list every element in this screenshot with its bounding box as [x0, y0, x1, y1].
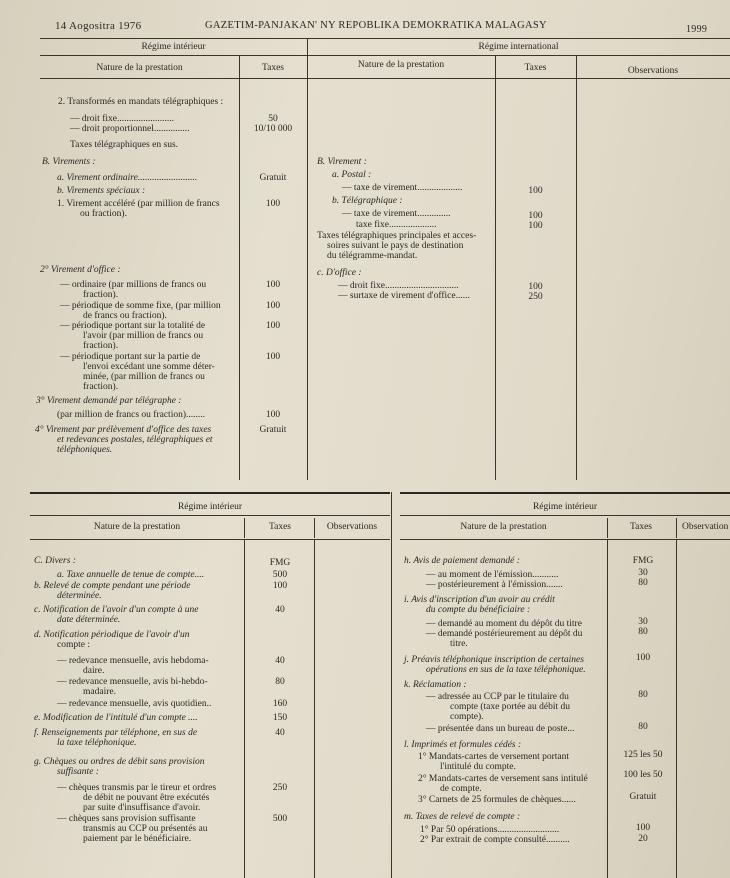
item-text: — redevance mensuelle, avis quotidien..: [57, 699, 212, 709]
section-heading: B. Virements :: [42, 157, 96, 167]
tax-value: 40: [275, 656, 285, 666]
item-text: soires suivant le pays de destination: [327, 241, 464, 251]
column-divider: [244, 540, 245, 878]
item-text: — périodique de somme fixe, (par million: [60, 301, 221, 311]
section-heading: 4° Virement par prélèvement d'office des taxes: [35, 425, 212, 435]
item-text: b. Télégraphique :: [332, 196, 403, 206]
item-text: — présentée dans un bureau de poste...: [426, 724, 575, 734]
item-text: suffisante :: [57, 767, 99, 777]
item-text: daire.: [83, 666, 105, 676]
tax-value: 80: [638, 578, 648, 588]
item-text: de compte.: [440, 784, 482, 794]
item-text: — périodique portant sur la totalité de: [60, 321, 206, 331]
item-text: Taxes télégraphiques principales et acces-: [317, 231, 477, 241]
tax-value: 100: [265, 352, 281, 362]
currency-label: FMG: [632, 556, 654, 566]
section-heading: 3° Virement demandé par télégraphe :: [36, 396, 182, 406]
rule: [400, 492, 730, 494]
tax-value: 100: [272, 581, 288, 591]
tax-value: 100: [635, 653, 651, 663]
item-text: téléphoniques.: [57, 445, 113, 455]
section-heading: 2° Virement d'office :: [40, 265, 121, 275]
item-text: — droit fixe...............................: [338, 281, 459, 291]
col-observations: Observation: [682, 522, 729, 532]
column-divider: [244, 518, 245, 538]
item-text: l'avoir (par million de francs ou: [83, 331, 204, 341]
col-observations: Observations: [326, 522, 378, 532]
col-nature-left: Nature de la prestation: [96, 63, 183, 73]
item-text: fraction).: [83, 382, 119, 392]
item-text: transmis au CCP ou présentés au: [83, 824, 208, 834]
tax-value: 500: [272, 814, 288, 824]
item-text: 1. Virement accéléré (par million de francs: [57, 199, 220, 209]
page-divider: [391, 492, 392, 878]
item-text: b. Virements spéciaux :: [57, 186, 146, 196]
item-text: a. Taxe annuelle de tenue de compte....: [57, 570, 205, 580]
column-divider: [607, 518, 608, 538]
tax-value: 100: [265, 410, 281, 420]
regime-interieur-header: Régime intérieur: [532, 502, 598, 512]
tax-value: 20: [638, 834, 648, 844]
item-text: de francs ou fraction).: [83, 311, 167, 321]
item-text: 2. Transformés en mandats télégraphiques :: [58, 97, 224, 107]
item-text: i. Avis d'inscription d'un avoir au crédit: [404, 595, 555, 605]
rule: [40, 55, 730, 56]
tax-value: Gratuit: [259, 173, 287, 183]
item-text: 2° Mandats-cartes de versement sans intitulé: [418, 774, 588, 784]
tax-value: 80: [275, 677, 285, 687]
item-text: — ordinaire (par millions de francs ou: [60, 280, 207, 290]
item-text: l'intitulé du compte.: [440, 762, 516, 772]
tax-value: 160: [272, 699, 288, 709]
item-text: — taxe de virement..............: [342, 209, 451, 219]
col-nature: Nature de la prestation: [460, 522, 547, 532]
tax-value: 80: [638, 690, 648, 700]
column-divider: [314, 540, 315, 878]
tax-value: 100: [528, 211, 543, 221]
item-text: taxe fixe....................: [356, 220, 437, 230]
item-text: — redevance mensuelle, avis bi-hebdo-: [57, 677, 208, 687]
item-text: déterminée.: [57, 591, 102, 601]
item-text: opérations en sus de la taxe téléphonique.: [426, 665, 586, 675]
column-divider: [495, 56, 496, 480]
tax-value: 150: [272, 713, 288, 723]
item-text: 1° Par 50 opérations..........................: [420, 825, 560, 835]
item-text: — demandé postérieurement au dépôt du: [426, 629, 583, 639]
item-text: — surtaxe de virement d'office......: [338, 291, 470, 301]
gazette-title: GAZETIM-PANJAKAN' NY REPOBLIKA DEMOKRATIKA MALAGASY: [205, 20, 547, 31]
item-text: (par million de francs ou fraction)........: [57, 410, 205, 420]
rule: [30, 515, 390, 516]
section-heading: C. Divers :: [34, 556, 76, 566]
col-nature-right: Nature de la prestation: [357, 60, 445, 70]
section-heading: c. D'office :: [317, 268, 362, 278]
section-heading: h. Avis de paiement demandé :: [404, 556, 520, 566]
rule: [40, 38, 730, 39]
tax-value: 100: [528, 221, 543, 231]
col-taxes-left: Taxes: [261, 63, 285, 73]
column-divider: [314, 518, 315, 538]
section-heading: k. Réclamation :: [404, 680, 467, 690]
item-text: f. Renseignements par téléphone, en sus de: [34, 728, 198, 738]
tax-value: 100: [265, 321, 281, 331]
item-text: — adressée au CCP par le titulaire du: [426, 692, 569, 702]
tax-value: 10/10 000: [253, 124, 293, 134]
item-text: — redevance mensuelle, avis hebdoma-: [57, 656, 209, 666]
regime-international-header: Régime international: [478, 42, 559, 52]
item-text: g. Chèques ou ordres de débit sans provision: [34, 757, 205, 767]
tax-value: Gratuit: [259, 425, 287, 435]
column-divider: [307, 38, 308, 480]
tax-value: 100: [528, 282, 543, 292]
item-text: minée, (par million de francs ou: [83, 372, 205, 382]
item-text: a. Virement ordinaire.........................: [57, 173, 198, 183]
item-text: par suite d'insuffisance d'avoir.: [83, 803, 201, 813]
tax-value: Gratuit: [629, 792, 657, 802]
item-text: et redevances postales, télégraphiques et: [57, 435, 213, 445]
item-text: b. Relevé de compte pendant une période: [34, 581, 191, 591]
item-text: compte :: [57, 640, 90, 650]
tax-value: 100: [265, 280, 281, 290]
section-heading: l. Imprimés et formules cédés :: [404, 740, 522, 750]
rule: [40, 78, 730, 79]
col-taxes-right: Taxes: [524, 63, 547, 73]
item-text: a. Postal :: [332, 170, 372, 180]
item-text: compte).: [450, 712, 484, 722]
tax-value: 30: [638, 617, 648, 627]
item-text: fraction).: [83, 290, 119, 300]
item-text: fraction).: [83, 341, 119, 351]
col-observations: Observations: [627, 66, 679, 76]
item-text: — au moment de l'émission...........: [426, 570, 559, 580]
item-text: 1° Mandats-cartes de versement portant: [418, 752, 569, 762]
item-text: — postérieurement à l'émission.......: [426, 580, 563, 590]
item-text: j. Préavis téléphonique inscription de certaines: [404, 655, 584, 665]
section-heading: B. Virement :: [317, 157, 367, 167]
item-text: date déterminée.: [57, 615, 121, 625]
col-taxes: Taxes: [629, 522, 653, 532]
item-text: d. Notification périodique de l'avoir d'un: [34, 630, 190, 640]
col-taxes: Taxes: [268, 522, 292, 532]
tax-value: 40: [275, 728, 285, 738]
item-text: compte (taxe portée au débit du: [450, 702, 571, 712]
tax-value: 100: [265, 199, 281, 209]
tax-value: 100 les 50: [623, 770, 663, 780]
item-text: Taxes télégraphiques en sus.: [70, 140, 179, 150]
item-text: 3° Carnets de 25 formules de chèques......: [418, 795, 576, 805]
column-divider: [676, 518, 677, 538]
section-heading: m. Taxes de relevé de compte :: [404, 812, 521, 822]
item-text: du compte du bénéficiaire :: [426, 605, 531, 615]
regime-interieur-header: Régime intérieur: [177, 502, 243, 512]
item-text: c. Notification de l'avoir d'un compte à une: [34, 605, 199, 615]
currency-label: FMG: [269, 558, 291, 568]
page-number: 1999: [686, 24, 708, 35]
item-text: — chèques sans provision suffisante: [57, 814, 196, 824]
item-text: madaire.: [83, 687, 116, 697]
item-text: de débit ne pouvant être exécutés: [83, 793, 210, 803]
tax-value: 125 les 50: [623, 750, 663, 760]
item-text: du télégramme-mandat.: [327, 251, 418, 261]
tax-value: 40: [275, 605, 285, 615]
item-text: la taxe téléphonique.: [57, 738, 137, 748]
item-text: l'envoi excédant une somme déter-: [83, 362, 215, 372]
item-text: — périodique portant sur la partie de: [60, 352, 201, 362]
tax-value: 80: [638, 627, 648, 637]
rule: [30, 539, 390, 540]
item-text: ou fraction).: [80, 209, 127, 219]
rule: [30, 492, 390, 494]
item-text: — demandé au moment du dépôt du titre: [426, 619, 582, 629]
item-text: — taxe de virement...................: [342, 183, 463, 193]
column-divider: [576, 56, 577, 480]
item-text: paiement par le bénéficiaire.: [83, 834, 192, 844]
rule: [400, 515, 730, 516]
tax-value: 100: [265, 301, 281, 311]
tax-value: 250: [272, 783, 288, 793]
item-text: 2° Par extrait de compte consulté..........: [420, 835, 570, 845]
item-text: — chèques transmis par le tireur et ordres: [57, 783, 217, 793]
rule: [400, 539, 730, 540]
tax-value: 250: [528, 292, 543, 302]
tax-value: 500: [272, 570, 288, 580]
regime-interieur-header: Régime intérieur: [141, 42, 206, 52]
tax-value: 80: [638, 722, 648, 732]
tax-value: 100: [528, 186, 543, 196]
col-nature: Nature de la prestation: [93, 522, 181, 532]
column-divider: [607, 540, 608, 878]
tax-value: 100: [635, 823, 651, 833]
item-text: titre.: [450, 639, 468, 649]
item-text: — droit proportionnel...............: [70, 124, 190, 134]
item-text: — droit fixe........................: [70, 114, 174, 124]
issue-date: 14 Aogositra 1976: [55, 20, 142, 32]
tax-value: 50: [268, 114, 278, 124]
tax-value: 30: [638, 568, 648, 578]
item-text: e. Modification de l'intitulé d'un compte ....: [34, 713, 198, 723]
